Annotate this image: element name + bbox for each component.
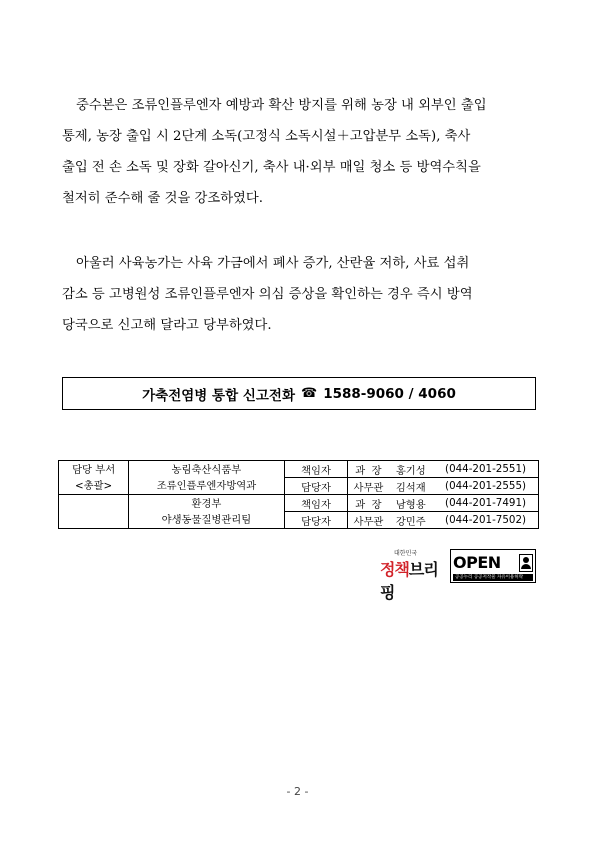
- table-row: [59, 495, 539, 512]
- page-number: - 2 -: [286, 785, 309, 798]
- paragraph-line: 감소 등 고병원성 조류인플루엔자 의심 증상을 확인하는 경우 즉시 방역: [62, 287, 473, 302]
- role-cell: 담당자: [284, 478, 348, 495]
- briefing-logo-small-text: 대한민국: [394, 550, 418, 557]
- department-name-line: 환경부: [191, 497, 222, 510]
- phone-cell: (044-201-2555): [433, 478, 538, 495]
- title-cell: 과 장: [348, 495, 388, 512]
- title-cell: 사무관: [348, 512, 388, 529]
- department-name-line: 야생동물질병관리팀: [161, 513, 252, 526]
- paragraph-quarantine-rules: [62, 90, 540, 214]
- department-name: [129, 461, 284, 495]
- paragraph-line: 당국으로 신고해 달라고 당부하였다.: [62, 318, 272, 333]
- briefing-logo-text-red: 정책: [380, 560, 409, 579]
- person-name-cell: 홍기성: [388, 461, 433, 478]
- empty-cell: [59, 495, 129, 529]
- header-cell: [59, 461, 129, 495]
- person-name-cell: 남형용: [388, 495, 433, 512]
- role-cell: 담당자: [284, 512, 348, 529]
- briefing-logo-text-black: 브리핑: [380, 560, 438, 602]
- paragraph-line: 통제, 농장 출입 시 2단계 소독(고정식 소독시설＋고압분무 소독), 축사: [62, 129, 471, 144]
- phone-cell: (044-201-2551): [433, 461, 538, 478]
- policy-briefing-logo: [380, 548, 442, 602]
- phone-cell: (044-201-7491): [433, 495, 538, 512]
- briefing-logo-text: [380, 557, 442, 603]
- paragraph-line: 중수본은 조류인플루엔자 예방과 확산 방지를 위해 농장 내 외부인 출입: [76, 98, 487, 113]
- paragraph-line: 철저히 준수해 줄 것을 강조하였다.: [62, 191, 263, 206]
- department-name-line: 농림축산식품부: [171, 463, 242, 476]
- table-row: [59, 461, 539, 478]
- department-name-line: 조류인플루엔자방역과: [156, 479, 257, 492]
- role-cell: 책임자: [284, 495, 348, 512]
- paragraph-reporting-request: [62, 248, 540, 341]
- person-name-cell: 김석재: [388, 478, 433, 495]
- footer-logos: [380, 548, 536, 602]
- person-name-cell: 강민주: [388, 512, 433, 529]
- header-cell-line: <총괄>: [75, 479, 113, 492]
- open-badge-caption: 공공누리 공공저작물 자유이용허락: [453, 574, 533, 581]
- department-name: [129, 495, 284, 529]
- paragraph-line: 아울러 사육농가는 사육 가금에서 폐사 증가, 산란율 저하, 사료 섭취: [76, 256, 470, 271]
- phone-icon: ☎: [301, 386, 318, 401]
- title-cell: 과 장: [348, 461, 388, 478]
- hotline-box: [62, 377, 536, 410]
- hotline-label: 가축전염병 통합 신고전화: [142, 387, 295, 404]
- open-badge-text: OPEN: [453, 553, 501, 573]
- phone-cell: (044-201-7502): [433, 512, 538, 529]
- contact-table: [58, 460, 539, 529]
- role-cell: 책임자: [284, 461, 348, 478]
- title-cell: 사무관: [348, 478, 388, 495]
- hotline-number: 1588-9060 / 4060: [323, 385, 456, 402]
- person-icon: [519, 554, 533, 572]
- paragraph-line: 출입 전 손 소독 및 장화 갈아신기, 축사 내·외부 매일 청소 등 방역수칙을: [62, 160, 481, 175]
- open-license-badge: [450, 549, 536, 583]
- header-cell-line: 담당 부서: [72, 463, 116, 476]
